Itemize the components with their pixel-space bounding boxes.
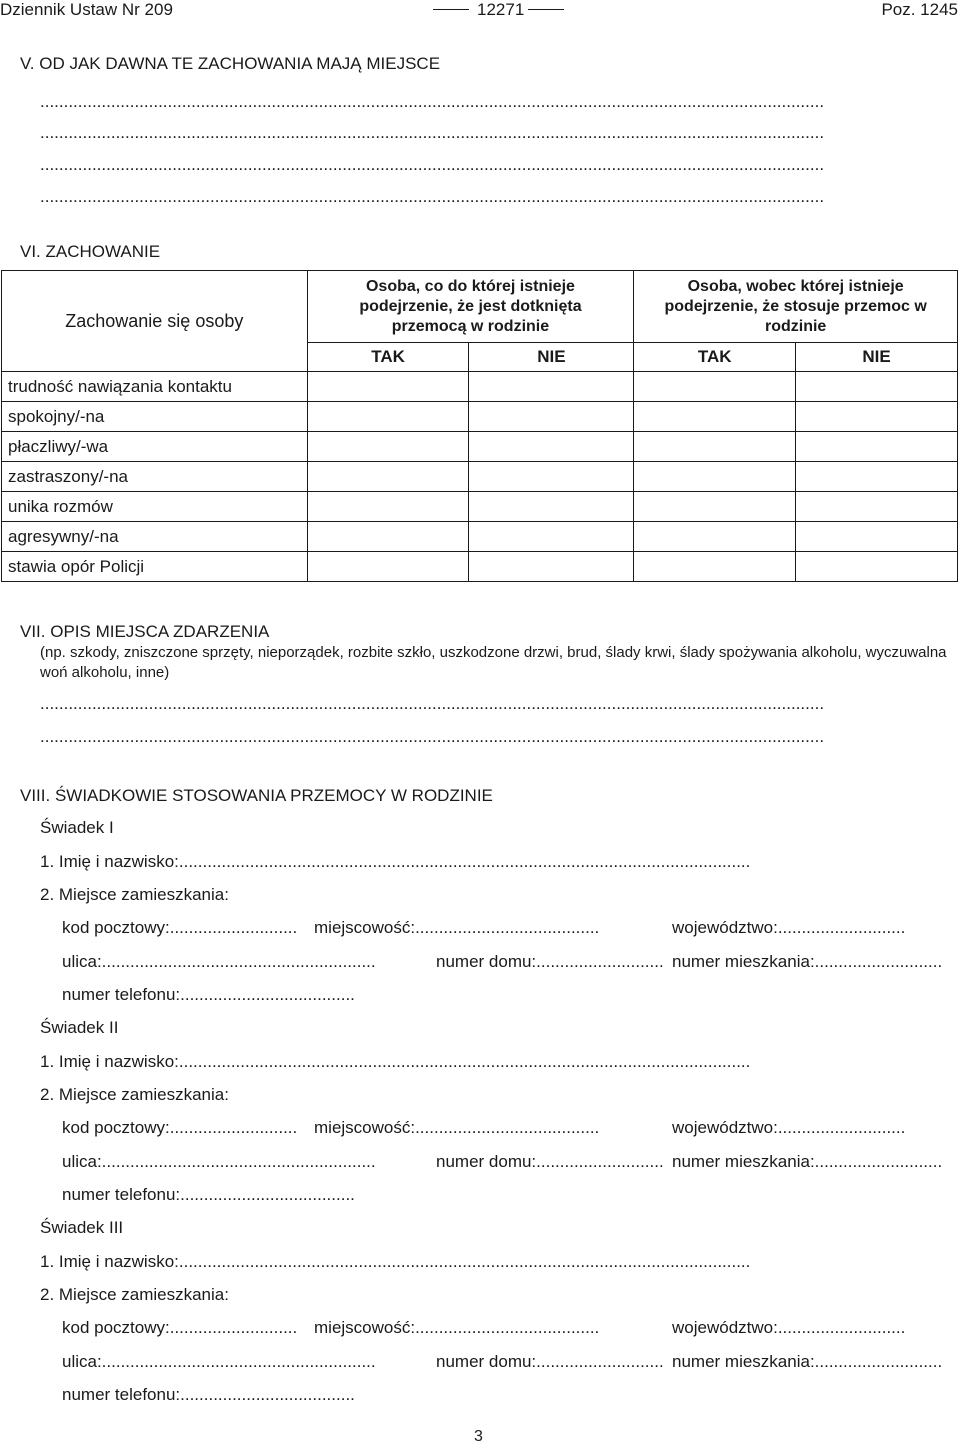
row-header: Zachowanie się osoby — [65, 310, 244, 331]
behavior-label: zastraszony/-na — [2, 462, 308, 492]
section-v-title: V. OD JAK DAWNA TE ZACHOWANIA MAJĄ MIEJSCE — [20, 54, 441, 73]
victim-no-cell[interactable] — [469, 432, 634, 462]
victim-no-cell[interactable] — [469, 522, 634, 552]
position-number: Poz. 1245 — [881, 0, 958, 19]
victim-no-cell[interactable] — [469, 462, 634, 492]
col-victim-label: Osoba, co do której istnieje podejrzenie, że jest dotknięta przemocą w rodzinie — [359, 277, 582, 335]
perpetrator-yes-cell[interactable] — [634, 402, 796, 432]
perpetrator-no-cell[interactable] — [796, 372, 958, 402]
victim-yes-cell[interactable] — [307, 522, 469, 552]
perpetrator-yes-cell[interactable] — [634, 522, 796, 552]
section-vi-title: VI. ZACHOWANIE — [20, 242, 161, 261]
witness-voivodeship-field[interactable]: województwo:........................... — [672, 918, 906, 937]
perpetrator-yes-cell[interactable] — [634, 552, 796, 582]
witness-address-heading: 2. Miejsce zamieszkania: — [40, 1285, 229, 1304]
witness-voivodeship-field[interactable]: województwo:........................... — [672, 1318, 906, 1337]
perpetrator-yes-cell[interactable] — [634, 432, 796, 462]
section-vii-title: VII. OPIS MIEJSCA ZDARZENIA — [20, 622, 270, 641]
perpetrator-yes-header: TAK — [634, 343, 796, 372]
row-header-cell — [2, 271, 308, 372]
witness-postcode-field[interactable]: kod pocztowy:........................... — [62, 1318, 298, 1337]
witness-street-field[interactable]: ulica:.......................................................... — [62, 1352, 376, 1371]
witness-flat-field[interactable]: numer mieszkania:........................... — [672, 1152, 943, 1171]
victim-no-cell[interactable] — [469, 372, 634, 402]
behavior-row — [2, 522, 958, 552]
perpetrator-yes-cell[interactable] — [634, 462, 796, 492]
victim-no-cell[interactable] — [469, 402, 634, 432]
perpetrator-no-cell[interactable] — [796, 522, 958, 552]
section-v-line[interactable]: ...................................................................................................................................................................... — [40, 155, 825, 174]
col-victim-header — [307, 271, 634, 343]
perpetrator-no-cell[interactable] — [796, 402, 958, 432]
victim-yes-cell[interactable] — [307, 402, 469, 432]
perpetrator-yes-cell[interactable] — [634, 372, 796, 402]
witness-address-heading: 2. Miejsce zamieszkania: — [40, 885, 229, 904]
witness-label: Świadek II — [40, 1018, 119, 1037]
witness-label: Świadek I — [40, 818, 114, 837]
behavior-table — [1, 270, 958, 582]
perpetrator-no-cell[interactable] — [796, 462, 958, 492]
section-vii-line[interactable]: ...................................................................................................................................................................... — [40, 727, 825, 746]
witness-street-field[interactable]: ulica:.......................................................... — [62, 1152, 376, 1171]
behavior-row — [2, 372, 958, 402]
witness-house-field[interactable]: numer domu:........................... — [436, 1152, 664, 1171]
section-viii-title: VIII. ŚWIADKOWIE STOSOWANIA PRZEMOCY W RODZINIE — [20, 786, 493, 805]
section-vii-line[interactable]: ...................................................................................................................................................................... — [40, 694, 825, 713]
witness-city-field[interactable]: miejscowość:....................................... — [314, 918, 600, 937]
witness-name-field[interactable]: 1. Imię i nazwisko:......................................................................................................................... — [40, 1052, 751, 1071]
witness-house-field[interactable]: numer domu:........................... — [436, 952, 664, 971]
footer-page-number: 3 — [474, 1428, 483, 1445]
behavior-row — [2, 462, 958, 492]
witness-city-field[interactable]: miejscowość:....................................... — [314, 1318, 600, 1337]
witness-name-field[interactable]: 1. Imię i nazwisko:......................................................................................................................... — [40, 852, 751, 871]
victim-no-cell[interactable] — [469, 492, 634, 522]
victim-yes-cell[interactable] — [307, 492, 469, 522]
witness-flat-field[interactable]: numer mieszkania:........................... — [672, 952, 943, 971]
behavior-label: agresywny/-na — [2, 522, 308, 552]
behavior-label: trudność nawiązania kontaktu — [2, 372, 308, 402]
journal-title: Dziennik Ustaw Nr 209 — [0, 0, 173, 19]
witness-voivodeship-field[interactable]: województwo:........................... — [672, 1118, 906, 1137]
perpetrator-no-cell[interactable] — [796, 552, 958, 582]
witness-postcode-field[interactable]: kod pocztowy:........................... — [62, 1118, 298, 1137]
section-v-line[interactable]: ...................................................................................................................................................................... — [40, 92, 825, 111]
victim-yes-cell[interactable] — [307, 552, 469, 582]
victim-no-cell[interactable] — [469, 552, 634, 582]
victim-yes-cell[interactable] — [307, 462, 469, 492]
witness-street-field[interactable]: ulica:.......................................................... — [62, 952, 376, 971]
victim-no-header: NIE — [469, 343, 634, 372]
header-dash-right — [528, 9, 564, 10]
witness-label: Świadek III — [40, 1218, 124, 1237]
witness-house-field[interactable]: numer domu:........................... — [436, 1352, 664, 1371]
behavior-label: stawia opór Policji — [2, 552, 308, 582]
col-perpetrator-header — [634, 271, 958, 343]
section-v-line[interactable]: ...................................................................................................................................................................... — [40, 187, 825, 206]
witness-phone-field[interactable]: numer telefonu:..................................... — [62, 1185, 355, 1204]
section-vii-hint: (np. szkody, zniszczone sprzęty, nieporządek, rozbite szkło, uszkodzone drzwi, brud, ślady krwi, ślady spożywania alkoholu, wyczuwalna woń alkoholu, inne) — [40, 644, 947, 681]
witness-name-field[interactable]: 1. Imię i nazwisko:......................................................................................................................... — [40, 1252, 751, 1271]
victim-yes-cell[interactable] — [307, 432, 469, 462]
witness-city-field[interactable]: miejscowość:....................................... — [314, 1118, 600, 1137]
perpetrator-no-cell[interactable] — [796, 432, 958, 462]
witness-phone-field[interactable]: numer telefonu:..................................... — [62, 1385, 355, 1404]
section-v-line[interactable]: ...................................................................................................................................................................... — [40, 123, 825, 142]
victim-yes-header: TAK — [307, 343, 469, 372]
witness-address-heading: 2. Miejsce zamieszkania: — [40, 1085, 229, 1104]
perpetrator-no-header: NIE — [796, 343, 958, 372]
behavior-label: płaczliwy/-wa — [2, 432, 308, 462]
col-perpetrator-label: Osoba, wobec której istnieje podejrzenie, że stosuje przemoc w rodzinie — [664, 277, 927, 335]
behavior-row — [2, 402, 958, 432]
header-dash-left — [433, 9, 469, 10]
behavior-row — [2, 552, 958, 582]
witness-phone-field[interactable]: numer telefonu:..................................... — [62, 985, 355, 1004]
witness-flat-field[interactable]: numer mieszkania:........................... — [672, 1352, 943, 1371]
perpetrator-no-cell[interactable] — [796, 492, 958, 522]
witness-postcode-field[interactable]: kod pocztowy:........................... — [62, 918, 298, 937]
journal-page-number: 12271 — [477, 0, 525, 19]
perpetrator-yes-cell[interactable] — [634, 492, 796, 522]
behavior-row — [2, 432, 958, 462]
victim-yes-cell[interactable] — [307, 372, 469, 402]
behavior-row — [2, 492, 958, 522]
behavior-label: unika rozmów — [2, 492, 308, 522]
behavior-label: spokojny/-na — [2, 402, 308, 432]
